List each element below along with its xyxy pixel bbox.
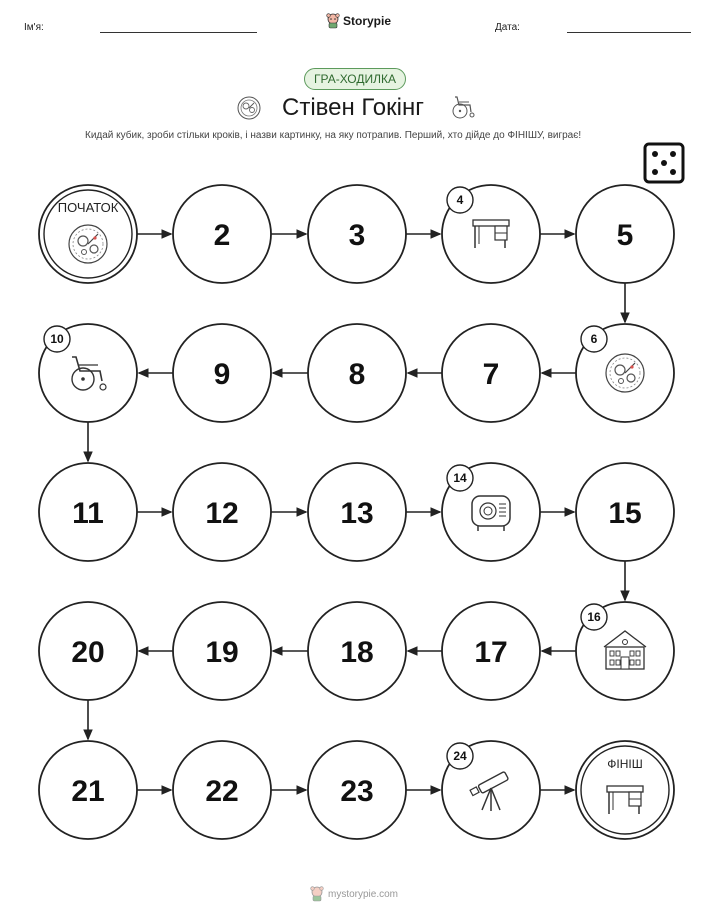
cell-number: 13	[340, 497, 374, 530]
board-cell-21	[39, 741, 137, 839]
board-cell-18	[308, 602, 406, 700]
board-cell-16	[576, 602, 674, 700]
board-cell-24	[442, 741, 540, 839]
name-label: Ім'я:	[24, 22, 44, 33]
cell-number: 21	[71, 775, 105, 808]
cell-number: 14	[453, 471, 467, 485]
board-cell-11	[39, 463, 137, 561]
cell-number: 17	[474, 636, 508, 669]
finish-cell	[576, 741, 674, 839]
board-cell-22	[173, 741, 271, 839]
board-cell-23	[308, 741, 406, 839]
start-label: ПОЧАТОК	[57, 200, 119, 215]
board-cell-7	[442, 324, 540, 422]
storypie-mascot-icon	[310, 886, 324, 902]
board-cell-4	[442, 185, 540, 283]
cell-number: 5	[616, 219, 634, 252]
cell-number: 11	[72, 497, 104, 530]
board-cell-3	[308, 185, 406, 283]
footer	[310, 886, 398, 902]
start-cell	[39, 185, 137, 283]
board-cell-9	[173, 324, 271, 422]
board-cell-8	[308, 324, 406, 422]
cell-number: 8	[348, 358, 366, 391]
cell-number: 23	[340, 775, 374, 808]
cell-number: 15	[608, 497, 642, 530]
cell-number: 16	[587, 610, 601, 624]
board-cell-20	[39, 602, 137, 700]
cell-number: 24	[453, 749, 467, 763]
brand-name: Storypie	[343, 14, 392, 28]
instructions: Кидай кубик, зроби стільки кроків, і назви картинку, на яку потрапив. Перший, хто дійде до ФІНІШУ, виграє!	[85, 130, 582, 141]
page-title: Стівен Гокінг	[282, 94, 424, 121]
finish-label: ФІНІШ	[607, 757, 643, 771]
footer-url: mystorypie.com	[328, 888, 399, 900]
board-cell-10	[39, 324, 137, 422]
board-cell-5	[576, 185, 674, 283]
cell-number: 10	[50, 332, 64, 346]
cell-number: 7	[482, 358, 500, 391]
cell-number: 22	[205, 775, 239, 808]
board-cell-15	[576, 463, 674, 561]
cell-number: 6	[590, 332, 598, 346]
board-cell-12	[173, 463, 271, 561]
cell-number: 2	[213, 219, 231, 252]
cell-number: 18	[340, 636, 374, 669]
board-cell-14	[442, 463, 540, 561]
board-cell-19	[173, 602, 271, 700]
cell-number: 9	[213, 358, 231, 391]
game-type-badge: ГРА-ХОДИЛКА	[304, 68, 406, 90]
cell-number: 12	[205, 497, 239, 530]
board-cell-2	[173, 185, 271, 283]
cell-number: 20	[71, 636, 105, 669]
cell-number: 4	[456, 193, 464, 207]
board-cell-13	[308, 463, 406, 561]
cell-number: 3	[348, 219, 366, 252]
cell-number: 19	[205, 636, 239, 669]
board-cell-17	[442, 602, 540, 700]
board-cell-6	[576, 324, 674, 422]
radio-icon	[472, 496, 510, 531]
date-label: Дата:	[495, 22, 520, 33]
